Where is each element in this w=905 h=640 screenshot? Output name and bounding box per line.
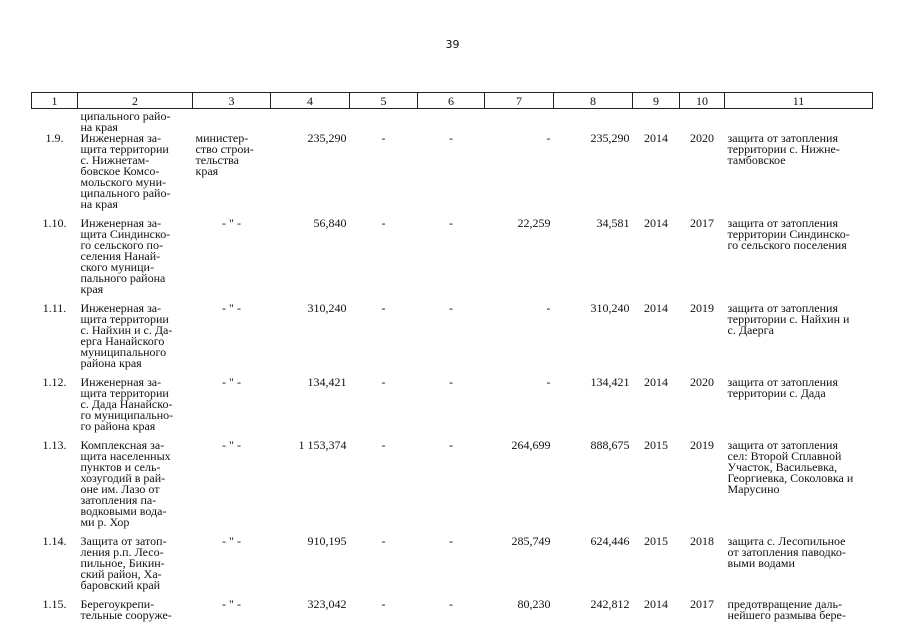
executor: - " - xyxy=(222,597,241,611)
amount-col8: 235,290 xyxy=(590,131,630,145)
column-number-header xyxy=(32,93,873,109)
executor: - " - xyxy=(222,216,241,230)
measure-name: Защита от затоп- ления р.п. Лесо- пильное, Бикин- ский район, Ха- баровский край xyxy=(80,534,167,592)
executor: - " - xyxy=(222,534,241,548)
amount-col7: 22,259 xyxy=(517,216,551,230)
start-year: 2015 xyxy=(644,534,668,548)
executor: - " - xyxy=(222,375,241,389)
start-year: 2014 xyxy=(644,301,668,315)
amount-col8: 310,240 xyxy=(590,301,630,315)
amount-col5: - xyxy=(381,375,386,389)
amount-col7: 285,749 xyxy=(511,534,551,548)
total-amount: 323,042 xyxy=(307,597,347,611)
column-header: 6 xyxy=(418,93,485,109)
amount-col5: - xyxy=(381,301,386,315)
goal-text: защита с. Лесопильное от затопления паводко- выми водами xyxy=(727,534,846,570)
measure-name: Инженерная за- щита территории с. Дада Нанайско- го муниципально- го района края xyxy=(80,375,174,433)
amount-col5: - xyxy=(381,216,386,230)
page-number: 39 xyxy=(445,38,460,51)
amount-col5: - xyxy=(381,597,386,611)
table-row xyxy=(32,133,873,218)
column-header: 11 xyxy=(725,93,873,109)
program-table xyxy=(31,92,873,629)
amount-col6: - xyxy=(449,597,453,611)
amount-col6: - xyxy=(449,534,453,548)
amount-col7: 264,699 xyxy=(511,438,551,452)
row-number: 1.15. xyxy=(42,597,67,611)
column-header: 1 xyxy=(32,93,78,109)
amount-col8: 242,812 xyxy=(590,597,630,611)
amount-col8: 34,581 xyxy=(596,216,630,230)
row-number: 1.9. xyxy=(45,131,64,145)
end-year: 2019 xyxy=(690,301,714,315)
end-year: 2017 xyxy=(690,597,714,611)
amount-col5: - xyxy=(381,131,386,145)
column-header: 5 xyxy=(350,93,418,109)
end-year: 2020 xyxy=(690,131,714,145)
end-year: 2018 xyxy=(690,534,714,548)
amount-col5: - xyxy=(381,438,386,452)
goal-text: защита от затопления территории с. Дада xyxy=(727,375,838,400)
row-number: 1.14. xyxy=(42,534,67,548)
table-row xyxy=(32,377,873,440)
executor: - " - xyxy=(222,438,241,452)
column-header: 3 xyxy=(193,93,271,109)
column-header: 10 xyxy=(680,93,725,109)
amount-col6: - xyxy=(449,375,453,389)
amount-col7: 80,230 xyxy=(517,597,551,611)
amount-col8: 134,421 xyxy=(590,375,630,389)
amount-col8: 888,675 xyxy=(590,438,630,452)
total-amount: 1 153,374 xyxy=(298,438,347,452)
start-year: 2014 xyxy=(644,216,668,230)
amount-col6: - xyxy=(449,131,453,145)
amount-col6: - xyxy=(449,216,453,230)
total-amount: 910,195 xyxy=(307,534,347,548)
amount-col7: - xyxy=(546,375,551,389)
measure-name: Комплексная за- щита населенных пунктов и сель- хозугодий в рай- оне им. Лазо от затопления па- водковыми вода- ми р. Хор xyxy=(80,438,171,529)
end-year: 2019 xyxy=(690,438,714,452)
goal-text: защита от затопления территории с. Нижне- тамбовское xyxy=(727,131,840,167)
total-amount: 310,240 xyxy=(307,301,347,315)
table-row xyxy=(32,303,873,377)
amount-col5: - xyxy=(381,534,386,548)
continuation-row xyxy=(32,109,873,134)
executor: министер- ство строи- тельства края xyxy=(195,131,254,178)
total-amount: 134,421 xyxy=(307,375,347,389)
start-year: 2014 xyxy=(644,597,668,611)
column-header: 7 xyxy=(485,93,554,109)
column-header: 8 xyxy=(554,93,633,109)
amount-col6: - xyxy=(449,438,453,452)
start-year: 2014 xyxy=(644,131,668,145)
total-amount: 235,290 xyxy=(307,131,347,145)
goal-text: защита от затопления сел: Второй Сплавной Участок, Васильевка, Георгиевка, Соколовка и Марусино xyxy=(727,438,854,496)
row-number: 1.11. xyxy=(42,301,67,315)
goal-text: защита от затопления территории Синдинско- го сельского поселения xyxy=(727,216,850,252)
row-number: 1.12. xyxy=(42,375,67,389)
executor: - " - xyxy=(222,301,241,315)
goal-text: защита от затопления территории с. Найхин и с. Даерга xyxy=(727,301,850,337)
continuation-text: ципального райо- на края xyxy=(80,109,171,134)
row-number: 1.13. xyxy=(42,438,67,452)
measure-name: Инженерная за- щита территории с. Найхин и с. Да- ерга Нанайского муниципального района края xyxy=(80,301,173,370)
column-header: 9 xyxy=(633,93,680,109)
row-number: 1.10. xyxy=(42,216,67,230)
amount-col6: - xyxy=(449,301,453,315)
start-year: 2014 xyxy=(644,375,668,389)
column-header: 2 xyxy=(78,93,193,109)
end-year: 2020 xyxy=(690,375,714,389)
measure-name: Инженерная за- щита Синдинско- го сельского по- селения Нанай- ского муници- пального района края xyxy=(80,216,171,296)
amount-col7: - xyxy=(546,131,551,145)
end-year: 2017 xyxy=(690,216,714,230)
start-year: 2015 xyxy=(644,438,668,452)
goal-text: предотвращение даль- нейшего размыва бере- xyxy=(727,597,846,622)
table-row xyxy=(32,440,873,536)
column-header: 4 xyxy=(271,93,350,109)
measure-name: Берегоукрепи- тельные сооруже- xyxy=(80,597,172,622)
measure-name: Инженерная за- щита территории с. Нижнетам- бовское Комсо- мольского муни- ципального райо- на края xyxy=(80,131,171,211)
amount-col8: 624,446 xyxy=(590,534,630,548)
total-amount: 56,840 xyxy=(313,216,347,230)
amount-col7: - xyxy=(546,301,551,315)
table-row xyxy=(32,218,873,303)
table-row xyxy=(32,599,873,629)
table-row xyxy=(32,536,873,599)
